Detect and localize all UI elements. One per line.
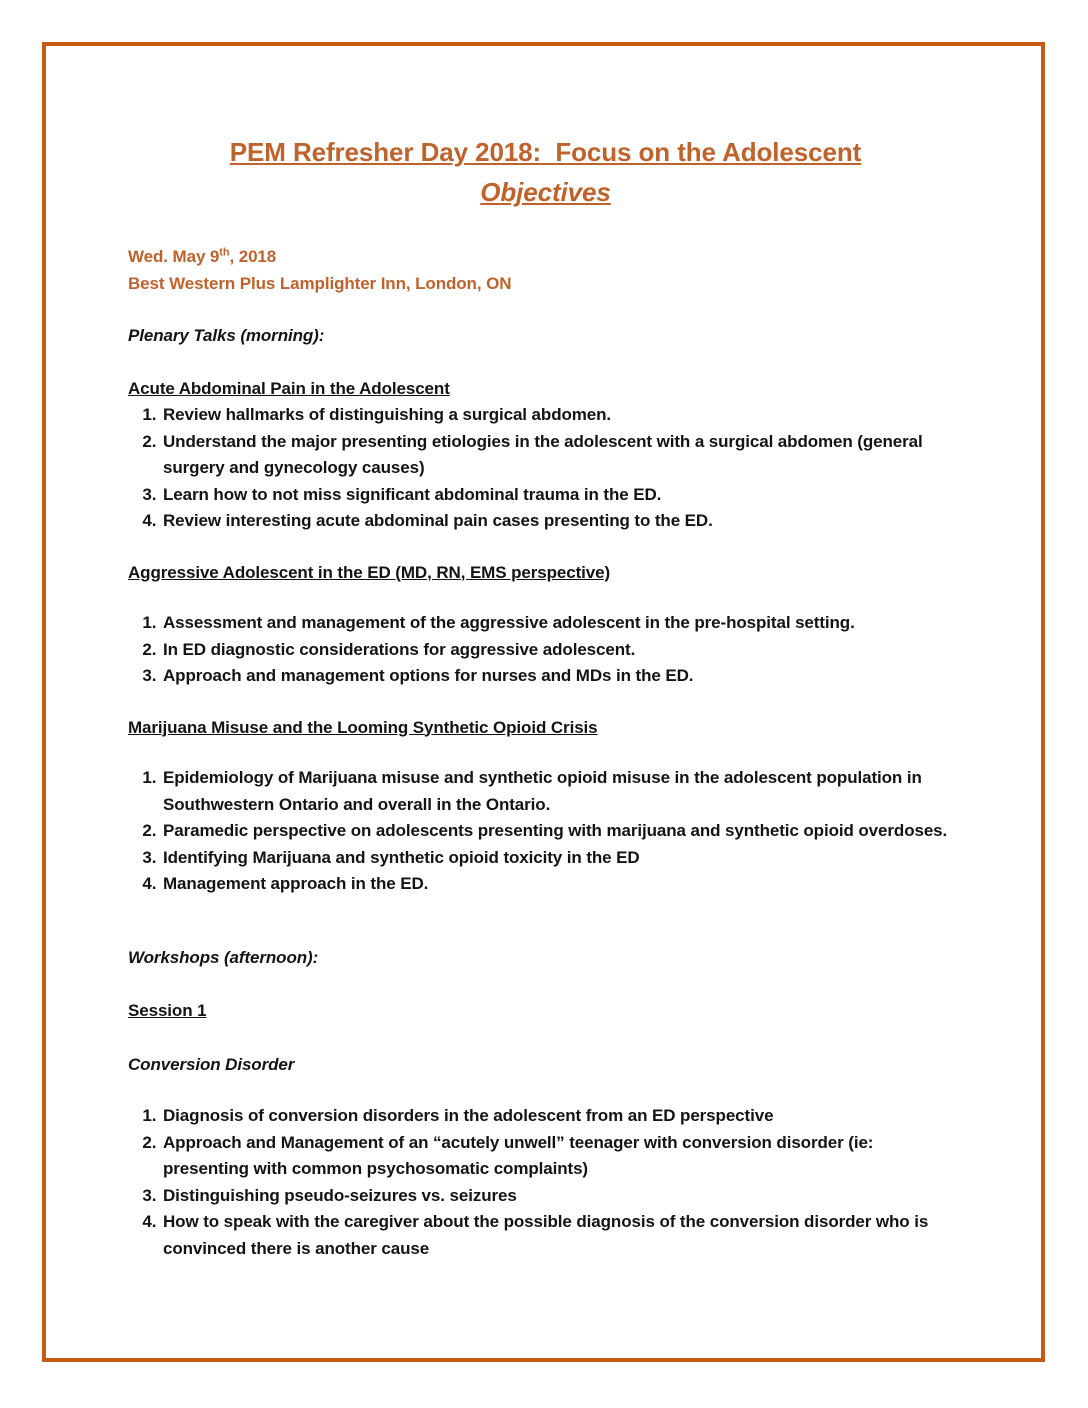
talk-title-aggressive-adolescent: Aggressive Adolescent in the ED (MD, RN, EMS perspective) (128, 562, 611, 582)
objective-list-aggressive-adolescent (128, 610, 963, 690)
objective-item: 1. Assessment and management of the aggressive adolescent in the pre-hospital setting. (161, 610, 963, 637)
objective-item: 3. Approach and management options for nurses and MDs in the ED. (161, 663, 963, 690)
event-date-text: Wed. May 9 (128, 247, 220, 266)
objective-item: 1. Diagnosis of conversion disorders in the adolescent from an ED perspective (161, 1103, 963, 1130)
page-title: PEM Refresher Day 2018: Focus on the Adolescent (229, 137, 862, 167)
page-subtitle: Objectives (480, 177, 611, 207)
objective-item: 1. Review hallmarks of distinguishing a surgical abdomen. (161, 402, 963, 429)
objective-item: 3. Distinguishing pseudo-seizures vs. seizures (161, 1183, 963, 1210)
document-content (46, 46, 1041, 1262)
objective-list-marijuana-misuse (128, 765, 963, 898)
objective-item: 2. Paramedic perspective on adolescents presenting with marijuana and synthetic opioid overdoses. (161, 818, 963, 845)
event-venue: Best Western Plus Lamplighter Inn, London, ON (128, 273, 512, 293)
workshops-heading: Workshops (afternoon): (128, 947, 319, 967)
objective-item: 4. Management approach in the ED. (161, 871, 963, 898)
event-date-year: , 2018 (229, 247, 277, 266)
objective-item: 4. How to speak with the caregiver about the possible diagnosis of the conversion disorder who is convinced there is another cause (161, 1209, 963, 1262)
objective-item: 2. Approach and Management of an “acutely unwell” teenager with conversion disorder (ie: presenting with common psychosomatic complaints) (161, 1130, 963, 1183)
objective-item: 3. Learn how to not miss significant abdominal trauma in the ED. (161, 482, 963, 509)
workshop-title-conversion-disorder: Conversion Disorder (128, 1054, 295, 1074)
talk-title-marijuana-misuse: Marijuana Misuse and the Looming Synthetic Opioid Crisis (128, 717, 598, 737)
session-label: Session 1 (128, 1001, 207, 1020)
event-details (128, 244, 963, 297)
plenary-heading: Plenary Talks (morning): (128, 326, 325, 345)
title-block (128, 132, 963, 212)
objective-list-conversion-disorder (128, 1103, 963, 1262)
talk-title-acute-abdominal-pain: Acute Abdominal Pain in the Adolescent (128, 378, 450, 398)
date-ordinal-suffix: th (219, 246, 230, 259)
objective-item: 3. Identifying Marijuana and synthetic opioid toxicity in the ED (161, 845, 963, 872)
objective-list-acute-abdominal-pain (128, 402, 963, 535)
document-page (42, 42, 1045, 1362)
objective-item: 4. Review interesting acute abdominal pain cases presenting to the ED. (161, 508, 963, 535)
objective-item: 1. Epidemiology of Marijuana misuse and synthetic opioid misuse in the adolescent population in Southwestern Ontario and overall in the Ontario. (161, 765, 963, 818)
event-date (128, 244, 963, 271)
objective-item: 2. In ED diagnostic considerations for aggressive adolescent. (161, 637, 963, 664)
objective-item: 2. Understand the major presenting etiologies in the adolescent with a surgical abdomen (general surgery and gynecology causes) (161, 429, 963, 482)
